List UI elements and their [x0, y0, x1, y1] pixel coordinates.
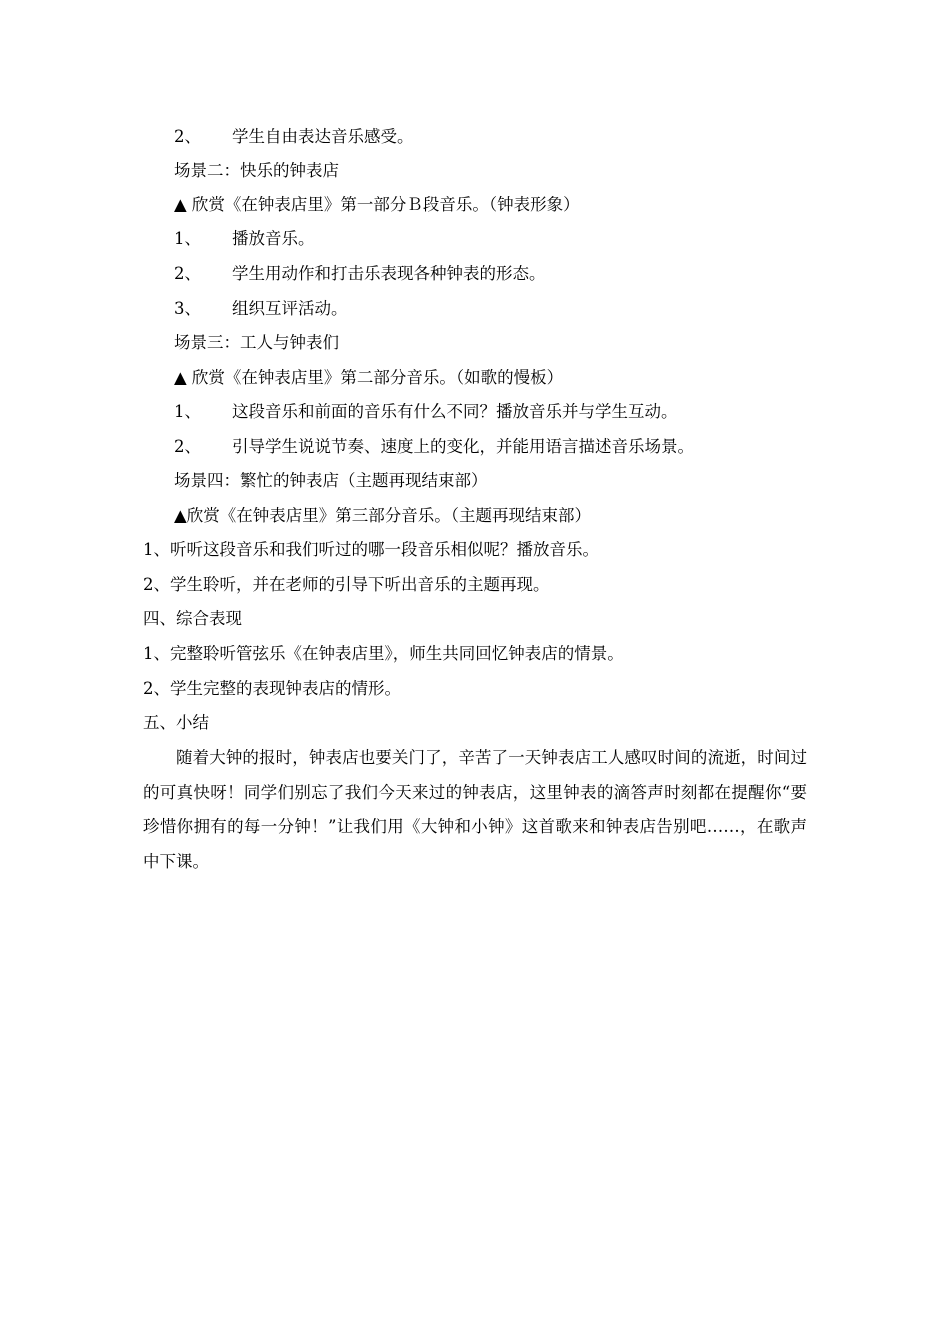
activity-heading: ▲ 欣赏《在钟表店里》第二部分音乐。（如歌的慢板）: [174, 368, 564, 387]
scene-heading: 场景二：快乐的钟表店: [174, 161, 339, 180]
list-item: 2、学生聆听，并在老师的引导下听出音乐的主题再现。: [143, 575, 550, 594]
list-item: 2、学生完整的表现钟表店的情形。: [143, 679, 401, 698]
list-text: 这段音乐和前面的音乐有什么不同？播放音乐并与学生互动。: [232, 402, 678, 421]
list-text: 学生自由表达音乐感受。: [232, 127, 414, 146]
activity-heading: ▲欣赏《在钟表店里》第三部分音乐。（主题再现结束部）: [174, 506, 591, 525]
scene-heading: 场景三：工人与钟表们: [174, 333, 339, 352]
activity-heading: ▲ 欣赏《在钟表店里》第一部分Ｂ段音乐。（钟表形象）: [174, 195, 580, 214]
list-item: 1、完整聆听管弦乐《在钟表店里》，师生共同回忆钟表店的情景。: [143, 644, 624, 663]
scene-heading: 场景四：繁忙的钟表店（主题再现结束部）: [174, 471, 488, 490]
list-item: [174, 298, 348, 320]
section-heading: 五、小结: [143, 713, 209, 732]
list-number: 2、: [174, 264, 201, 283]
list-item: [174, 228, 315, 250]
list-text: 播放音乐。: [232, 229, 315, 248]
list-text: 学生用动作和打击乐表现各种钟表的形态。: [232, 264, 546, 283]
list-item: 1、听听这段音乐和我们听过的哪一段音乐相似呢？播放音乐。: [143, 540, 599, 559]
section-heading: 四、综合表现: [143, 609, 242, 628]
list-text: 引导学生说说节奏、速度上的变化，并能用语言描述音乐场景。: [232, 437, 694, 456]
list-number: 1、: [174, 229, 201, 248]
list-number: 3、: [174, 299, 201, 318]
list-item: [174, 263, 546, 285]
list-item: [174, 126, 414, 148]
list-text: 组织互评活动。: [232, 299, 348, 318]
list-number: 2、: [174, 437, 201, 456]
list-number: 2、: [174, 127, 201, 146]
list-item: [174, 401, 678, 423]
list-number: 1、: [174, 402, 201, 421]
list-item: [174, 436, 694, 458]
summary-paragraph: 随着大钟的报时，钟表店也要关门了，辛苦了一天钟表店工人感叹时间的流逝，时间过的可真快呀！同学们别忘了我们今天来过的钟表店，这里钟表的滴答声时刻都在提醒你“要珍惜你拥有的每一分钟！”让我们用《大钟和小钟》这首歌来和钟表店告别吧……，在歌声中下课。: [143, 748, 807, 871]
